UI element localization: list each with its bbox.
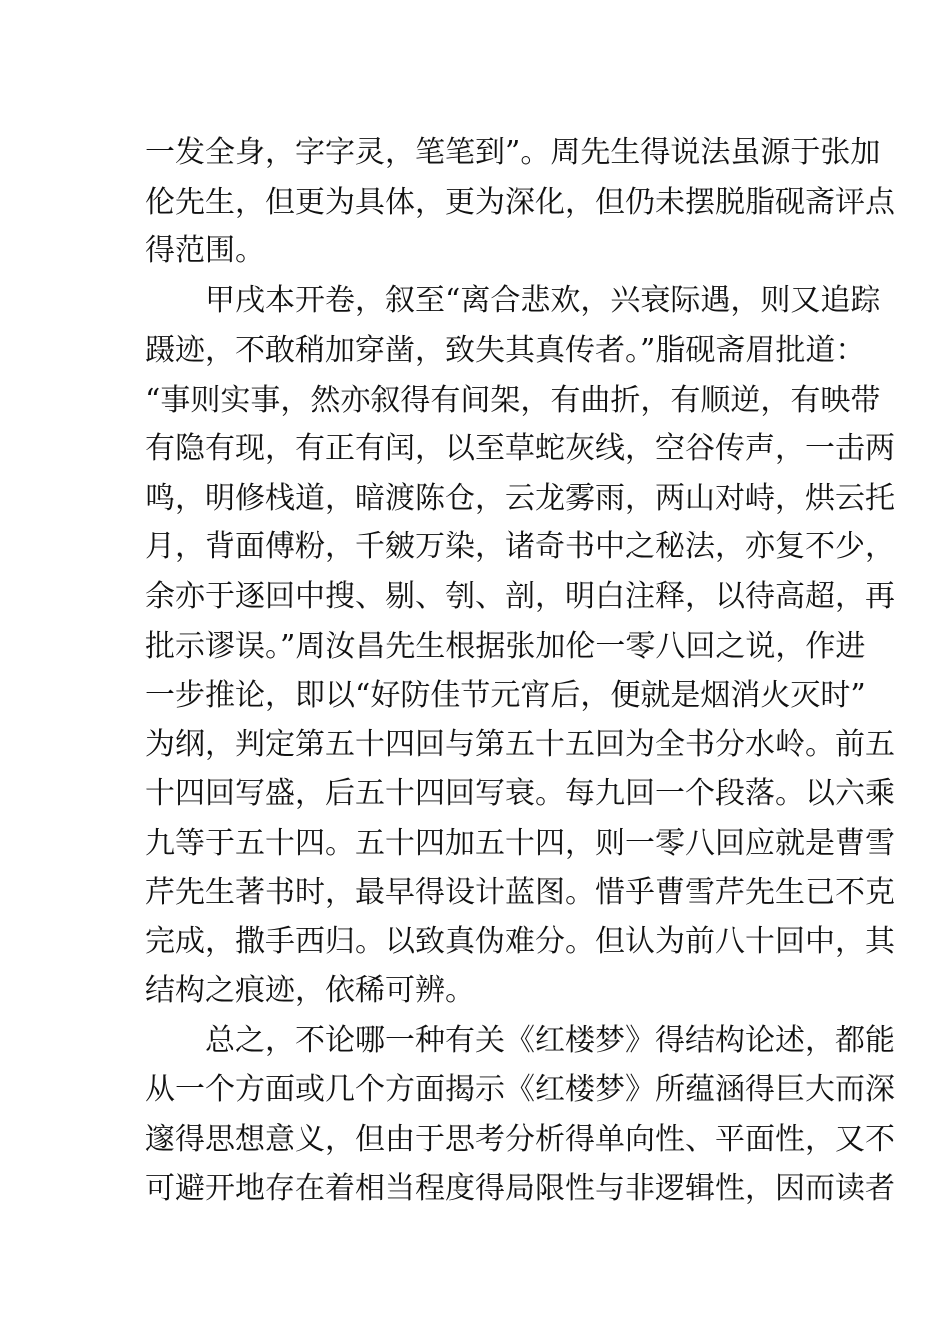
text-line: 月，背面傅粉，千皴万染，诸奇书中之秘法，亦复不少，: [145, 529, 895, 564]
text-line: 完成，撒手西归。以致真伪难分。但认为前八十回中，其: [145, 924, 895, 959]
text-line: 有隐有现，有正有闰，以至草蛇灰线，空谷传声，一击两: [145, 431, 895, 466]
text-line: 批示谬误。”周汝昌先生根据张加伦一零八回之说，作进: [145, 629, 866, 664]
text-line: 邃得思想意义，但由于思考分析得单向性、平面性，又不: [145, 1122, 895, 1157]
text-line: 芹先生著书时，最早得设计蓝图。惜乎曹雪芹先生已不克: [145, 875, 895, 910]
text-line: “事则实事，然亦叙得有间架，有曲折，有顺逆，有映带: [145, 383, 881, 418]
text-line: 鸣，明修栈道，暗渡陈仓，云龙雾雨，两山对峙，烘云托: [145, 481, 895, 516]
text-line: 为纲，判定第五十四回与第五十五回为全书分水岭。前五: [145, 727, 895, 762]
text-line: 蹑迹，不敢稍加穿凿，致失其真传者。”脂砚斋眉批道：: [145, 333, 866, 368]
text-line: 结构之痕迹，依稀可辨。: [145, 973, 475, 1008]
text-line: 一步推论，即以“好防佳节元宵后，便就是烟消火灭时”: [145, 678, 866, 713]
text-line: 十四回写盛，后五十四回写衰。每九回一个段落。以六乘: [145, 776, 895, 811]
text-line: 可避开地存在着相当程度得局限性与非逻辑性，因而读者: [145, 1171, 895, 1206]
text-line: 余亦于逐回中搜、剔、刳、剖，明白注释，以待高超，再: [145, 579, 895, 614]
text-line: 九等于五十四。五十四加五十四，则一零八回应就是曹雪: [145, 826, 895, 861]
paragraph-first-line: 总之，不论哪一种有关《红楼梦》得结构论述，都能: [205, 1023, 895, 1058]
text-line: 从一个方面或几个方面揭示《红楼梦》所蕴涵得巨大而深: [145, 1072, 895, 1107]
text-line: 得范围。: [145, 233, 265, 268]
text-line: 一发全身，字字灵，笔笔到”。周先生得说法虽源于张加: [145, 135, 881, 170]
paragraph-first-line: 甲戌本开卷，叙至“离合悲欢，兴衰际遇，则又追踪: [205, 283, 881, 318]
text-line: 伦先生，但更为具体，更为深化，但仍未摆脱脂砚斋评点: [145, 185, 895, 220]
